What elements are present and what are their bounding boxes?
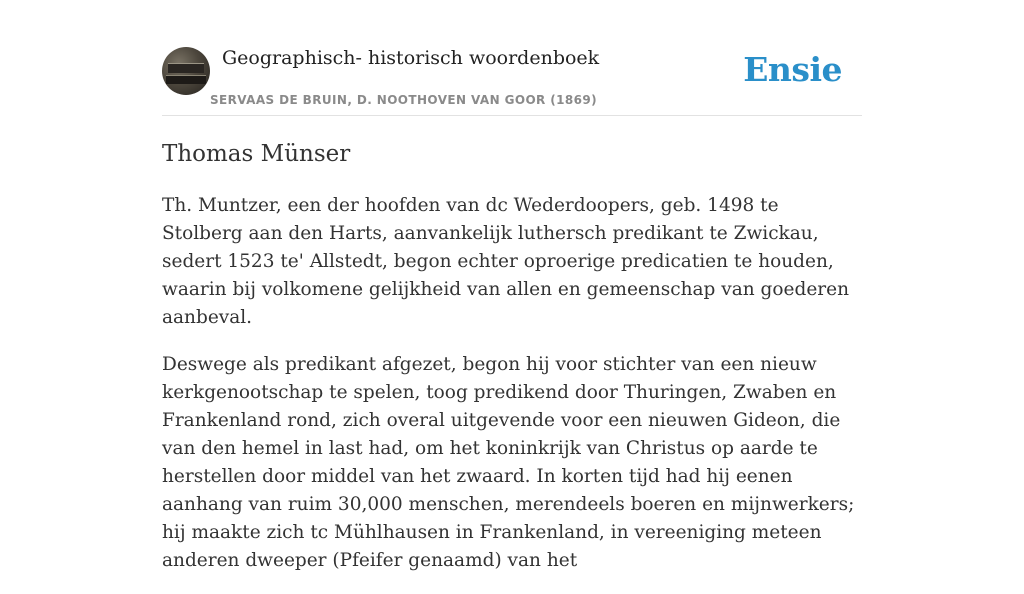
book-authors: SERVAAS DE BRUIN, D. NOOTHOVEN VAN GOOR (1869) bbox=[210, 93, 598, 107]
entry-paragraph: Deswege als predikant afgezet, begon hij voor stichter van een nieuw kerkgenootschap te spelen, toog predikend door Thuringen, Zwaben en Frankenland rond, zich overal uitgevende voor een nieuwen Gideon, die van den hemel in last had, om het koninkrijk van Christus op aarde te herstellen door middel van het zwaard. In korten tijd had hij eenen aanhang van ruim 30,000 menschen, merendeels boeren en mijnwerkers; hij maakte zich tc Mühlhausen in Frankenland, in vereeniging meteen anderen dweeper (Pfeifer genaamd) van het bbox=[162, 354, 855, 571]
book-cover-avatar[interactable] bbox=[162, 47, 210, 95]
entry-paragraph: Th. Muntzer, een der hoofden van dc Wederdoopers, geb. 1498 te Stolberg aan den Harts, aanvankelijk luthersch predikant te Zwickau, sedert 1523 te' Allstedt, begon echter oproerige predicatien te houden, waarin bij volkomene gelijkheid van allen en gemeenschap van goederen aanbeval. bbox=[162, 195, 849, 328]
entry-body bbox=[162, 192, 862, 594]
book-title[interactable]: Geographisch- historisch woordenboek bbox=[222, 47, 600, 69]
ensie-logo[interactable]: Ensie bbox=[743, 50, 842, 89]
header-divider bbox=[162, 115, 862, 116]
header bbox=[162, 46, 862, 116]
entry-title: Thomas Münser bbox=[162, 141, 351, 167]
